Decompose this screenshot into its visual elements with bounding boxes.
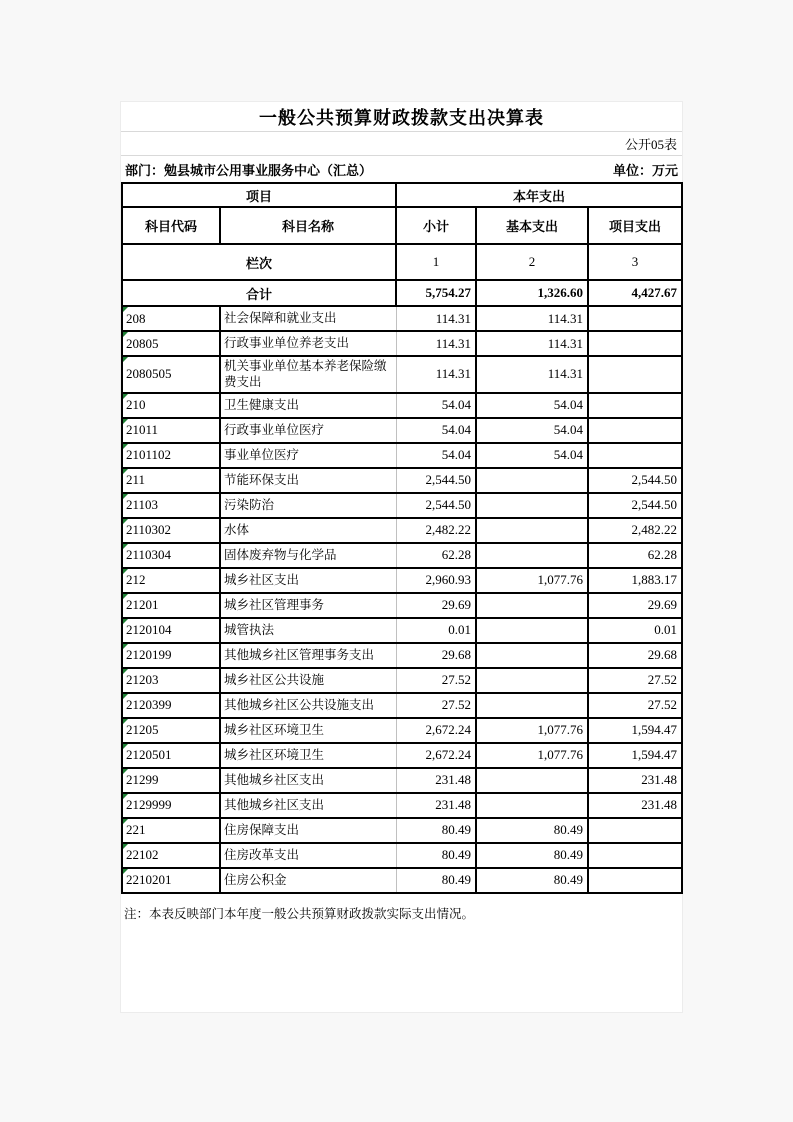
subject-code-cell	[122, 493, 220, 518]
table-row	[122, 793, 682, 818]
subject-code-cell	[122, 793, 220, 818]
excel-text-marker-icon	[123, 819, 128, 824]
subject-name-cell: 城乡社区公共设施	[220, 668, 396, 693]
subject-code-value: 2120104	[126, 622, 172, 637]
subject-name-cell: 其他城乡社区支出	[220, 768, 396, 793]
excel-text-marker-icon	[123, 394, 128, 399]
subject-code-cell	[122, 668, 220, 693]
project-expenditure-value-cell: 1,594.47	[588, 743, 682, 768]
project-expenditure-value-cell	[588, 306, 682, 331]
subject-name-cell: 行政事业单位养老支出	[220, 331, 396, 356]
header-current-year-group: 本年支出	[396, 183, 682, 207]
subtotal-value-cell: 114.31	[396, 356, 476, 393]
subject-code-cell	[122, 356, 220, 393]
project-expenditure-value-cell	[588, 843, 682, 868]
subject-code-cell	[122, 568, 220, 593]
table-row	[122, 718, 682, 743]
excel-text-marker-icon	[123, 644, 128, 649]
project-expenditure-value-cell: 231.48	[588, 793, 682, 818]
subtotal-value-cell: 2,672.24	[396, 718, 476, 743]
basic-expenditure-value-cell: 80.49	[476, 843, 588, 868]
column-index-row	[122, 244, 682, 280]
subject-name-cell: 城乡社区环境卫生	[220, 743, 396, 768]
excel-text-marker-icon	[123, 844, 128, 849]
subtotal-value-cell: 114.31	[396, 331, 476, 356]
basic-expenditure-value-cell	[476, 693, 588, 718]
subject-name-cell: 事业单位医疗	[220, 443, 396, 468]
project-expenditure-value-cell: 1,594.47	[588, 718, 682, 743]
subject-code-cell	[122, 618, 220, 643]
total-label: 合计	[122, 280, 396, 306]
table-row	[122, 331, 682, 356]
table-note: 注：本表反映部门本年度一般公共预算财政拨款实际支出情况。	[124, 906, 475, 921]
basic-expenditure-value-cell: 54.04	[476, 393, 588, 418]
subject-code-value: 2080505	[126, 366, 172, 382]
project-expenditure-value-cell	[588, 443, 682, 468]
excel-text-marker-icon	[123, 307, 128, 312]
excel-text-marker-icon	[123, 444, 128, 449]
column-index-2: 2	[476, 244, 588, 280]
basic-expenditure-value-cell: 114.31	[476, 356, 588, 393]
header-group-row	[122, 183, 682, 207]
basic-expenditure-value-cell	[476, 768, 588, 793]
subject-code-value: 2120501	[126, 747, 172, 762]
table-row	[122, 693, 682, 718]
subtotal-value-cell: 29.69	[396, 593, 476, 618]
subtotal-value-cell: 2,482.22	[396, 518, 476, 543]
excel-text-marker-icon	[123, 744, 128, 749]
excel-text-marker-icon	[123, 719, 128, 724]
subject-code-cell	[122, 818, 220, 843]
subject-code-value: 2210201	[126, 872, 172, 887]
table-row	[122, 868, 682, 893]
subject-code-value: 21299	[126, 772, 159, 787]
basic-expenditure-value-cell: 54.04	[476, 443, 588, 468]
subtotal-value-cell: 2,544.50	[396, 468, 476, 493]
subject-code-value: 20805	[126, 335, 159, 351]
table-row	[122, 418, 682, 443]
form-number-label: 公开05表	[624, 137, 677, 152]
subject-code-cell	[122, 843, 220, 868]
project-expenditure-value-cell: 2,544.50	[588, 493, 682, 518]
subject-code-value: 22102	[126, 847, 159, 862]
subtotal-value-cell: 231.48	[396, 768, 476, 793]
project-expenditure-value-cell	[588, 356, 682, 393]
table-row	[122, 393, 682, 418]
subject-name-cell: 其他城乡社区支出	[220, 793, 396, 818]
form-number-band	[121, 132, 682, 156]
table-row	[122, 743, 682, 768]
project-expenditure-value-cell: 231.48	[588, 768, 682, 793]
excel-text-marker-icon	[123, 332, 128, 337]
subject-code-cell	[122, 306, 220, 331]
subject-code-value: 2110304	[126, 547, 172, 562]
subtotal-value-cell: 29.68	[396, 643, 476, 668]
page-title: 一般公共预算财政拨款支出决算表	[259, 107, 544, 128]
table-row	[122, 443, 682, 468]
subtotal-value-cell: 54.04	[396, 443, 476, 468]
subject-name-cell: 社会保障和就业支出	[220, 306, 396, 331]
excel-text-marker-icon	[123, 544, 128, 549]
header-subtotal: 小计	[396, 207, 476, 244]
table-row	[122, 493, 682, 518]
excel-text-marker-icon	[123, 694, 128, 699]
subject-code-cell	[122, 418, 220, 443]
excel-text-marker-icon	[123, 794, 128, 799]
header-project-group: 项目	[122, 183, 396, 207]
table-row	[122, 468, 682, 493]
project-expenditure-value-cell	[588, 418, 682, 443]
subject-code-cell	[122, 443, 220, 468]
excel-text-marker-icon	[123, 469, 128, 474]
excel-text-marker-icon	[123, 594, 128, 599]
subject-code-cell	[122, 593, 220, 618]
table-row	[122, 593, 682, 618]
subject-code-value: 21205	[126, 722, 159, 737]
subtotal-value-cell: 62.28	[396, 543, 476, 568]
basic-expenditure-value-cell	[476, 643, 588, 668]
excel-text-marker-icon	[123, 419, 128, 424]
basic-expenditure-value-cell	[476, 543, 588, 568]
subject-name-cell: 城乡社区环境卫生	[220, 718, 396, 743]
header-subject-name: 科目名称	[220, 207, 396, 244]
table-row	[122, 818, 682, 843]
basic-expenditure-value-cell	[476, 518, 588, 543]
subject-name-cell: 其他城乡社区管理事务支出	[220, 643, 396, 668]
subject-code-cell	[122, 393, 220, 418]
table-header	[122, 183, 682, 306]
subject-code-value: 2129999	[126, 797, 172, 812]
excel-text-marker-icon	[123, 494, 128, 499]
subject-name-cell: 固体废弃物与化学品	[220, 543, 396, 568]
table-row	[122, 843, 682, 868]
subject-code-value: 2120199	[126, 647, 172, 662]
basic-expenditure-value-cell	[476, 493, 588, 518]
project-expenditure-value-cell	[588, 331, 682, 356]
subject-name-cell: 行政事业单位医疗	[220, 418, 396, 443]
project-expenditure-value-cell	[588, 818, 682, 843]
subject-code-cell	[122, 743, 220, 768]
total-subtotal-value: 5,754.27	[396, 280, 476, 306]
subject-code-value: 212	[126, 572, 146, 587]
excel-text-marker-icon	[123, 569, 128, 574]
table-row	[122, 768, 682, 793]
header-basic-expenditure: 基本支出	[476, 207, 588, 244]
subtotal-value-cell: 80.49	[396, 843, 476, 868]
project-expenditure-value-cell: 0.01	[588, 618, 682, 643]
budget-report-sheet	[121, 102, 682, 1012]
subject-code-value: 21103	[126, 497, 159, 512]
subject-name-cell: 节能环保支出	[220, 468, 396, 493]
excel-text-marker-icon	[123, 869, 128, 874]
basic-expenditure-value-cell	[476, 593, 588, 618]
table-row	[122, 306, 682, 331]
total-project-value: 4,427.67	[588, 280, 682, 306]
basic-expenditure-value-cell	[476, 668, 588, 693]
excel-text-marker-icon	[123, 619, 128, 624]
expenditure-table	[121, 182, 683, 894]
subject-code-cell	[122, 693, 220, 718]
project-expenditure-value-cell: 29.68	[588, 643, 682, 668]
basic-expenditure-value-cell	[476, 468, 588, 493]
subtotal-value-cell: 80.49	[396, 818, 476, 843]
project-expenditure-value-cell: 27.52	[588, 668, 682, 693]
table-body	[122, 306, 682, 893]
excel-text-marker-icon	[123, 357, 128, 362]
column-index-label: 栏次	[122, 244, 396, 280]
table-row	[122, 568, 682, 593]
project-expenditure-value-cell: 29.69	[588, 593, 682, 618]
department-label: 部门：勉县城市公用事业服务中心（汇总）	[125, 162, 373, 178]
table-row	[122, 356, 682, 393]
subject-code-value: 21203	[126, 672, 159, 687]
subject-name-cell: 住房保障支出	[220, 818, 396, 843]
column-index-1: 1	[396, 244, 476, 280]
subtotal-value-cell: 0.01	[396, 618, 476, 643]
project-expenditure-value-cell: 2,482.22	[588, 518, 682, 543]
table-row	[122, 543, 682, 568]
project-expenditure-value-cell	[588, 393, 682, 418]
subject-code-value: 2110302	[126, 522, 172, 537]
total-basic-value: 1,326.60	[476, 280, 588, 306]
excel-text-marker-icon	[123, 769, 128, 774]
subject-code-value: 210	[126, 397, 146, 412]
column-index-3: 3	[588, 244, 682, 280]
subject-code-cell	[122, 518, 220, 543]
subject-name-cell: 城乡社区管理事务	[220, 593, 396, 618]
subject-code-cell	[122, 718, 220, 743]
subtotal-value-cell: 27.52	[396, 693, 476, 718]
subject-name-cell: 机关事业单位基本养老保险缴费支出	[220, 356, 396, 393]
title-band	[121, 102, 682, 132]
subject-code-value: 208	[126, 310, 146, 326]
subtotal-value-cell: 54.04	[396, 418, 476, 443]
basic-expenditure-value-cell	[476, 618, 588, 643]
subtotal-value-cell: 54.04	[396, 393, 476, 418]
table-row	[122, 518, 682, 543]
subject-code-cell	[122, 868, 220, 893]
project-expenditure-value-cell: 62.28	[588, 543, 682, 568]
basic-expenditure-value-cell: 1,077.76	[476, 718, 588, 743]
basic-expenditure-value-cell: 80.49	[476, 868, 588, 893]
subject-name-cell: 水体	[220, 518, 396, 543]
subject-name-cell: 住房公积金	[220, 868, 396, 893]
subject-code-cell	[122, 643, 220, 668]
header-columns-row	[122, 207, 682, 244]
header-subject-code: 科目代码	[122, 207, 220, 244]
basic-expenditure-value-cell: 54.04	[476, 418, 588, 443]
basic-expenditure-value-cell: 114.31	[476, 331, 588, 356]
basic-expenditure-value-cell: 80.49	[476, 818, 588, 843]
basic-expenditure-value-cell: 114.31	[476, 306, 588, 331]
table-row	[122, 618, 682, 643]
excel-text-marker-icon	[123, 669, 128, 674]
subject-code-value: 2120399	[126, 697, 172, 712]
basic-expenditure-value-cell: 1,077.76	[476, 743, 588, 768]
subject-name-cell: 其他城乡社区公共设施支出	[220, 693, 396, 718]
subject-code-value: 21201	[126, 597, 159, 612]
subtotal-value-cell: 2,960.93	[396, 568, 476, 593]
basic-expenditure-value-cell: 1,077.76	[476, 568, 588, 593]
unit-label: 单位：万元	[612, 162, 678, 178]
subject-code-value: 2101102	[126, 447, 172, 462]
table-row	[122, 643, 682, 668]
subtotal-value-cell: 231.48	[396, 793, 476, 818]
subtotal-value-cell: 80.49	[396, 868, 476, 893]
header-project-expenditure: 项目支出	[588, 207, 682, 244]
subject-name-cell: 污染防治	[220, 493, 396, 518]
subject-code-value: 221	[126, 822, 146, 837]
project-expenditure-value-cell: 1,883.17	[588, 568, 682, 593]
basic-expenditure-value-cell	[476, 793, 588, 818]
subject-code-cell	[122, 768, 220, 793]
subject-code-cell	[122, 468, 220, 493]
subject-code-value: 211	[126, 472, 146, 487]
subtotal-value-cell: 114.31	[396, 306, 476, 331]
subject-name-cell: 住房改革支出	[220, 843, 396, 868]
project-expenditure-value-cell: 27.52	[588, 693, 682, 718]
meta-band	[121, 156, 682, 182]
subtotal-value-cell: 2,672.24	[396, 743, 476, 768]
total-row	[122, 280, 682, 306]
project-expenditure-value-cell: 2,544.50	[588, 468, 682, 493]
subtotal-value-cell: 27.52	[396, 668, 476, 693]
subject-name-cell: 城管执法	[220, 618, 396, 643]
subject-name-cell: 卫生健康支出	[220, 393, 396, 418]
subject-code-cell	[122, 331, 220, 356]
table-row	[122, 668, 682, 693]
subject-name-cell: 城乡社区支出	[220, 568, 396, 593]
project-expenditure-value-cell	[588, 868, 682, 893]
subtotal-value-cell: 2,544.50	[396, 493, 476, 518]
excel-text-marker-icon	[123, 519, 128, 524]
subject-code-value: 21011	[126, 422, 159, 437]
subject-code-cell	[122, 543, 220, 568]
